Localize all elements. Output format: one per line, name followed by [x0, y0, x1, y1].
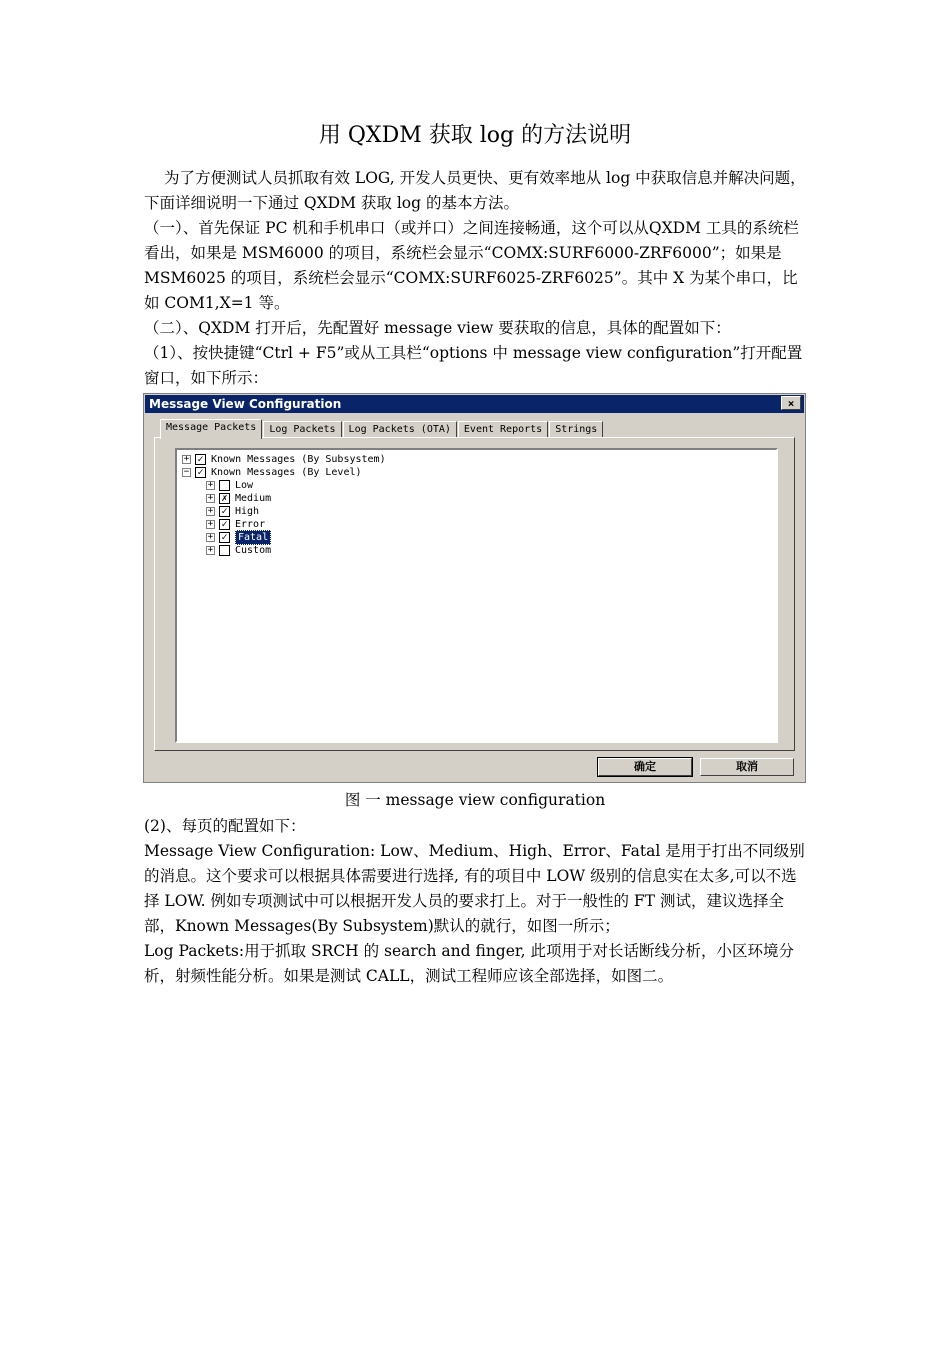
expand-plus-icon[interactable]: +: [207, 493, 214, 503]
tab-log-packets-ota[interactable]: Log Packets (OTA): [343, 421, 457, 438]
expand-plus-icon[interactable]: +: [207, 506, 214, 516]
checkbox-checked-icon[interactable]: ✓: [219, 519, 230, 530]
checkbox-checked-icon[interactable]: ✓: [219, 532, 230, 543]
document-title: 用 QXDM 获取 log 的方法说明: [318, 123, 632, 148]
checkbox-checked-icon[interactable]: ✓: [219, 506, 230, 517]
expand-plus-icon[interactable]: +: [183, 454, 190, 464]
step-two-paragraph: （二）、QXDM 打开后，先配置好 message view 要获取的信息，具体的配置如下：: [144, 319, 731, 337]
checkbox-unchecked-icon[interactable]: [219, 480, 230, 491]
tree-node-label: Known Messages (By Level): [211, 467, 362, 478]
expand-plus-icon[interactable]: +: [207, 480, 214, 490]
close-button[interactable]: ×: [781, 396, 801, 410]
checkbox-checked-icon[interactable]: ✓: [195, 454, 206, 465]
tree-node-label: Low: [235, 480, 254, 491]
dialog-title-bar: [145, 395, 804, 413]
step-two-2-paragraph: (2)、每页的配置如下：: [144, 817, 306, 835]
tree-node-label-selected: Fatal: [235, 530, 271, 545]
tree-node-by-level[interactable]: [182, 466, 362, 479]
cancel-button[interactable]: 取消: [700, 758, 794, 776]
intro-paragraph: 为了方便测试人员抓取有效 LOG, 开发人员更快、更有效率地从 log 中获取信息并解决问题，下面详细说明一下通过 QXDM 获取 log 的基本方法。: [144, 169, 806, 212]
tree-node-label: Custom: [235, 545, 272, 556]
tree-node-low[interactable]: [206, 479, 253, 492]
message-view-config-dialog: [143, 393, 806, 783]
figure-caption: 图 一 message view configuration: [344, 791, 606, 809]
tree-node-custom[interactable]: [206, 544, 271, 557]
tab-message-packets[interactable]: Message Packets: [160, 419, 262, 439]
tab-panel: [154, 437, 795, 751]
step-two-1-paragraph: （1）、按快捷键“Ctrl + F5”或从工具栏“options 中 message view configuration”打开配置窗口，如下所示：: [144, 344, 803, 387]
message-tree[interactable]: [175, 448, 778, 743]
message-view-config-paragraph: Message View Configuration: Low、Medium、High、Error、Fatal 是用于打出不同级别的消息。这个要求可以根据具体需要进行选择, 有的项目中 LOW 级别的信息实在太多,可以不选择 LOW. 例如专项测试中可以根据开发人员的要求打上。对于一般性的 FT 测试，建议选择全部，Known Messages(By Subsystem)默认的就行，如图一所示；: [144, 842, 805, 935]
tree-node-label: High: [235, 506, 260, 517]
tree-node-label: Error: [235, 519, 266, 530]
checkbox-unchecked-icon[interactable]: [219, 545, 230, 556]
step-one-paragraph: （一）、首先保证 PC 机和手机串口（或并口）之间连接畅通，这个可以从QXDM 工具的系统栏看出，如果是 MSM6000 的项目，系统栏会显示“COMX:SURF6000-ZRF6000”；如果是 MSM6025 的项目，系统栏会显示“COMX:SURF6025-ZRF6025”。其中 X 为某个串口，比如 COM1,X=1 等。: [144, 219, 799, 312]
log-packets-paragraph: Log Packets:用于抓取 SRCH 的 search and finger, 此项用于对长话断线分析，小区环境分析，射频性能分析。如果是测试 CALL，测试工程师应该全部选择，如图二。: [144, 942, 794, 985]
ok-button[interactable]: 确定: [598, 758, 692, 776]
tree-node-label: Medium: [235, 493, 272, 504]
tree-node-label: Known Messages (By Subsystem): [211, 454, 386, 465]
tab-strip: [160, 419, 604, 437]
checkbox-partial-icon[interactable]: ✗: [219, 493, 230, 504]
tree-node-high[interactable]: [206, 505, 259, 518]
tree-node-fatal[interactable]: [206, 531, 271, 544]
tree-node-by-subsystem[interactable]: [182, 453, 386, 466]
expand-plus-icon[interactable]: +: [207, 545, 214, 555]
tab-log-packets[interactable]: Log Packets: [263, 421, 341, 438]
expand-plus-icon[interactable]: +: [207, 532, 214, 542]
checkbox-checked-icon[interactable]: ✓: [195, 467, 206, 478]
collapse-minus-icon[interactable]: −: [183, 467, 190, 477]
tab-strings[interactable]: Strings: [549, 421, 603, 438]
tree-node-medium[interactable]: [206, 492, 271, 505]
tab-event-reports[interactable]: Event Reports: [458, 421, 548, 438]
expand-plus-icon[interactable]: +: [207, 519, 214, 529]
dialog-title: Message View Configuration: [149, 397, 342, 411]
